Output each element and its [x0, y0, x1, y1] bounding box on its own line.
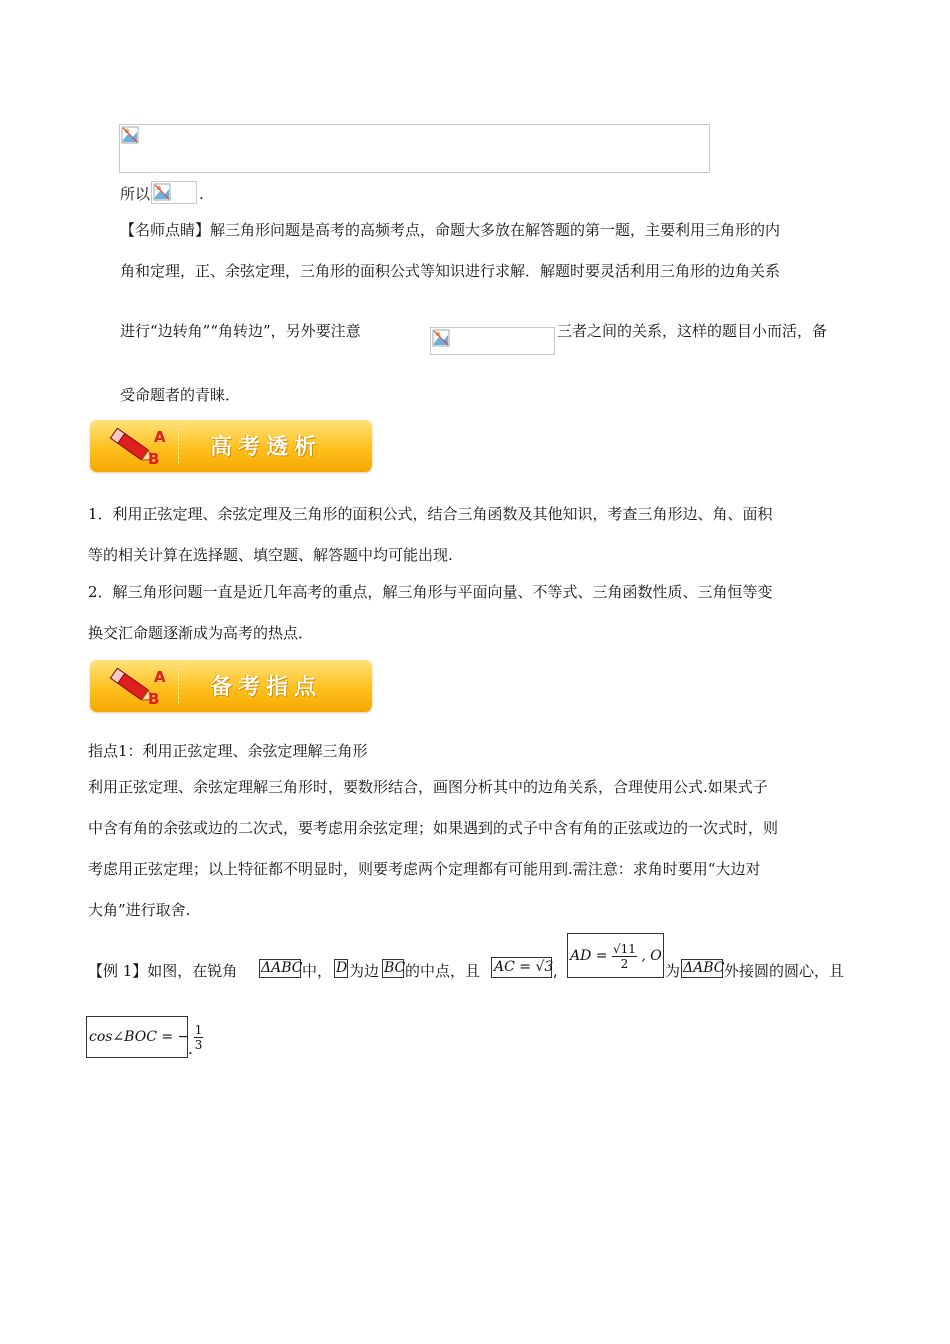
math-triangle-abc: ΔABC — [261, 960, 303, 976]
broken-image-icon — [432, 329, 450, 347]
guide-line-4: 大角”进行取舍. — [88, 901, 191, 919]
broken-image-inline — [430, 327, 555, 355]
icon-letter-a: A — [154, 428, 166, 446]
ad-fraction — [612, 942, 637, 971]
example-end-period: . — [188, 1040, 193, 1058]
so-text: 所以 — [120, 185, 151, 203]
broken-image-small — [151, 181, 197, 204]
example-text-tail: 外接圆的圆心，且 — [724, 962, 845, 980]
ad-tail: , O — [641, 948, 662, 964]
commentary-line-2: 角和定理，正、余弦定理，三角形的面积公式等知识进行求解．解题时要灵活利用三角形的边角关系 — [120, 262, 781, 280]
cos-denominator: 3 — [194, 1037, 203, 1052]
icon-letter-b: B — [148, 690, 160, 708]
icon-letter-a: A — [154, 668, 166, 686]
guide-line-3: 考虑用正弦定理；以上特征都不明显时，则要考虑两个定理都有可能用到.需注意：求角时要用“大边对 — [88, 860, 761, 878]
cos-lhs: cos∠BOC = − — [89, 1029, 190, 1045]
pencil-ab-icon — [104, 424, 174, 468]
ad-lhs: AD = — [570, 948, 608, 964]
cos-fraction — [194, 1023, 204, 1052]
example-text-weibian: 为边 — [349, 962, 380, 980]
banner-separator — [178, 428, 179, 464]
guide-line-2: 中含有角的余弦或边的二次式，要考虑用余弦定理；如果遇到的式子中含有角的正弦或边的一次式时，则 — [88, 819, 779, 837]
analysis-item1-line1: 1．利用正弦定理、余弦定理及三角形的面积公式，结合三角函数及其他知识，考查三角形边、角、面积 — [88, 505, 773, 523]
math-segment-bc: BC — [384, 960, 406, 976]
math-ac-equation: AC = √3 — [491, 957, 552, 978]
analysis-item2-line2: 换交汇命题逐渐成为高考的热点． — [88, 624, 314, 642]
ad-denominator: 2 — [620, 956, 629, 971]
so-period: . — [199, 185, 204, 203]
icon-letter-b: B — [148, 450, 160, 468]
banner-separator — [178, 668, 179, 704]
cos-numerator: 1 — [194, 1022, 203, 1037]
banner-title: 备考指点 — [210, 675, 323, 700]
math-cos-equation — [86, 1016, 203, 1058]
example-text-wei: 为 — [665, 962, 681, 980]
commentary-line-1: 【名师点睛】解三角形问题是高考的高频考点，命题大多放在解答题的第一题，主要利用三角形的内 — [120, 221, 781, 239]
banner-title: 高考透析 — [210, 435, 323, 460]
commentary-line-4: 受命题者的青睐． — [120, 386, 241, 404]
math-ad-equation — [567, 933, 664, 978]
ad-numerator: √11 — [612, 941, 636, 956]
math-point-d: D — [336, 960, 348, 976]
example-comma: , — [553, 962, 558, 980]
guide-heading: 指点1：利用正弦定理、余弦定理解三角形 — [88, 742, 368, 760]
analysis-item1-line2: 等的相关计算在选择题、填空题、解答题中均可能出现. — [88, 546, 453, 564]
example-label: 【例 1】如图，在锐角 — [88, 962, 238, 980]
section-banner-beikao — [90, 660, 372, 712]
example-text-zhong: 中， — [302, 962, 333, 980]
commentary-line-3b: 三者之间的关系，这样的题目小而活，备 — [557, 322, 828, 340]
broken-image-icon — [121, 126, 139, 144]
broken-image-icon — [153, 183, 171, 201]
guide-line-1: 利用正弦定理、余弦定理解三角形时，要数形结合，画图分析其中的边角关系，合理使用公式.如果式子 — [88, 778, 768, 796]
math-triangle-abc-2: ΔABC — [683, 960, 725, 976]
commentary-line-3a: 进行“边转角”“角转边”，另外要注意 — [120, 322, 361, 340]
example-text-zhongdian: 的中点，且 — [405, 962, 481, 980]
section-banner-gaokao — [90, 420, 372, 472]
broken-image-wide — [119, 124, 710, 173]
analysis-item2-line1: 2．解三角形问题一直是近几年高考的重点，解三角形与平面向量、不等式、三角函数性质、三角恒等变 — [88, 583, 773, 601]
pencil-ab-icon — [104, 664, 174, 708]
